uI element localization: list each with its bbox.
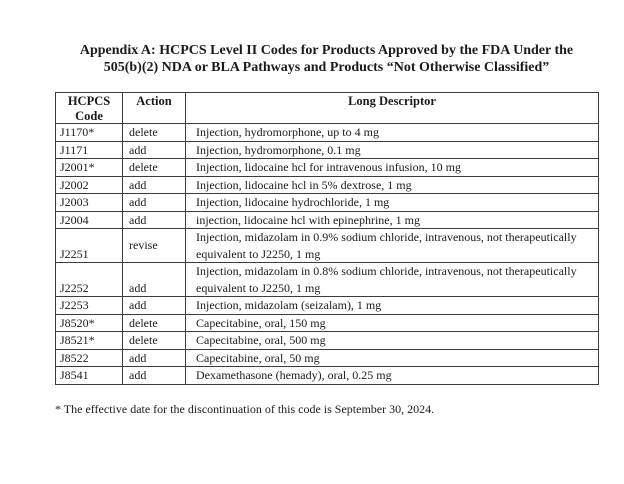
table-row [56, 229, 599, 263]
hcpcs-codes-table [55, 92, 599, 385]
table-row [56, 297, 599, 315]
action-cell: delete [123, 159, 186, 177]
long-descriptor-cell: Injection, midazolam (seizalam), 1 mg [186, 297, 599, 315]
long-descriptor-cell: Capecitabine, oral, 150 mg [186, 314, 599, 332]
action-cell: revise [123, 229, 186, 263]
action-cell: delete [123, 332, 186, 350]
table-row [56, 349, 599, 367]
header-hcpcs-code: HCPCS Code [56, 93, 123, 124]
footnote: * The effective date for the discontinuation of this code is September 30, 2024. [55, 401, 435, 416]
hcpcs-code-cell: J8521* [56, 332, 123, 350]
header-action: Action [123, 93, 186, 124]
action-cell: add [123, 263, 186, 297]
table-row [56, 263, 599, 297]
hcpcs-code-cell: J8522 [56, 349, 123, 367]
table-row [56, 141, 599, 159]
action-cell: delete [123, 124, 186, 142]
hcpcs-code-cell: J2002 [56, 176, 123, 194]
hcpcs-code-cell: J1170* [56, 124, 123, 142]
hcpcs-code-cell: J2252 [56, 263, 123, 297]
document-page [0, 43, 624, 484]
action-cell: delete [123, 314, 186, 332]
long-descriptor-cell: Injection, lidocaine hydrochloride, 1 mg [186, 194, 599, 212]
action-cell: add [123, 194, 186, 212]
hcpcs-code-cell: J2001* [56, 159, 123, 177]
table-row [56, 211, 599, 229]
long-descriptor-cell: Capecitabine, oral, 500 mg [186, 332, 599, 350]
long-descriptor-cell: Dexamethasone (hemady), oral, 0.25 mg [186, 367, 599, 385]
page-title [55, 43, 598, 76]
action-cell: add [123, 349, 186, 367]
long-descriptor-cell: Injection, lidocaine hcl in 5% dextrose, 1 mg [186, 176, 599, 194]
table-row [56, 124, 599, 142]
hcpcs-code-cell: J8520* [56, 314, 123, 332]
long-descriptor-cell: Injection, hydromorphone, 0.1 mg [186, 141, 599, 159]
header-long-descriptor: Long Descriptor [186, 93, 599, 124]
page-title-line1: Appendix A: HCPCS Level II Codes for Products Approved by the FDA Under the [79, 43, 574, 58]
table-row [56, 194, 599, 212]
page-title-line2: 505(b)(2) NDA or BLA Pathways and Products “Not Otherwise Classified” [103, 59, 550, 75]
table-row [56, 159, 599, 177]
long-descriptor-cell: Injection, midazolam in 0.8% sodium chloride, intravenous, not therapeutically equivalent to J2250, 1 mg [186, 263, 599, 297]
long-descriptor-cell: Capecitabine, oral, 50 mg [186, 349, 599, 367]
table-row [56, 176, 599, 194]
action-cell: add [123, 141, 186, 159]
table-row [56, 367, 599, 385]
action-cell: add [123, 297, 186, 315]
long-descriptor-cell: Injection, midazolam in 0.9% sodium chloride, intravenous, not therapeutically equivalent to J2250, 1 mg [186, 229, 599, 263]
table-row [56, 332, 599, 350]
long-descriptor-cell: Injection, hydromorphone, up to 4 mg [186, 124, 599, 142]
action-cell: add [123, 367, 186, 385]
action-cell: add [123, 211, 186, 229]
hcpcs-code-cell: J8541 [56, 367, 123, 385]
table-row [56, 314, 599, 332]
hcpcs-code-cell: J2253 [56, 297, 123, 315]
hcpcs-code-cell: J2003 [56, 194, 123, 212]
long-descriptor-cell: injection, lidocaine hcl with epinephrine, 1 mg [186, 211, 599, 229]
action-cell: add [123, 176, 186, 194]
hcpcs-code-cell: J2004 [56, 211, 123, 229]
long-descriptor-cell: Injection, lidocaine hcl for intravenous infusion, 10 mg [186, 159, 599, 177]
table-header-row [56, 93, 599, 124]
hcpcs-code-cell: J2251 [56, 229, 123, 263]
hcpcs-code-cell: J1171 [56, 141, 123, 159]
